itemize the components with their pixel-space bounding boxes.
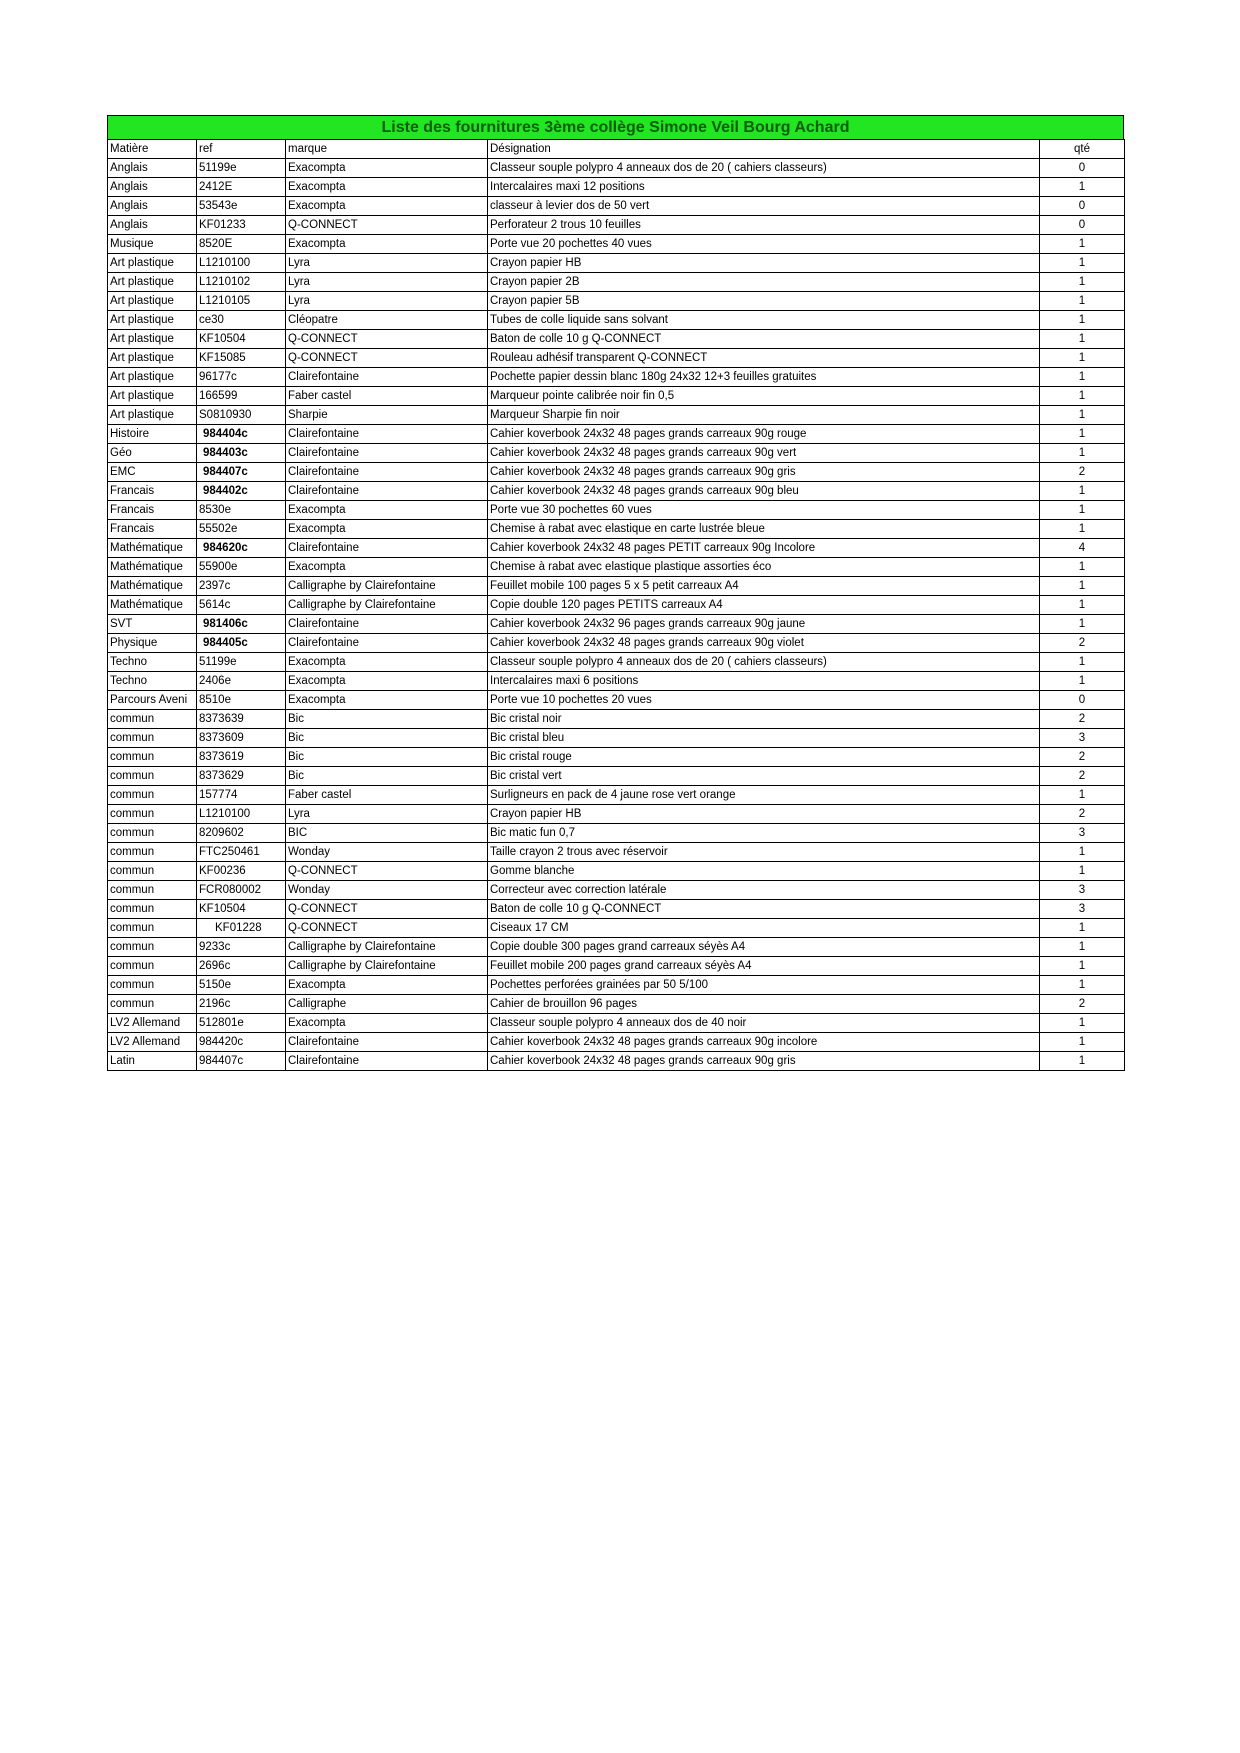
table-row [108, 178, 1125, 197]
table-row [108, 292, 1125, 311]
cell-matiere: Techno [108, 672, 197, 691]
cell-ref: 2397c [197, 577, 286, 596]
cell-matiere: commun [108, 862, 197, 881]
cell-matiere: commun [108, 748, 197, 767]
cell-marque: Q-CONNECT [286, 900, 488, 919]
cell-designation: Bic cristal noir [488, 710, 1040, 729]
table-row [108, 634, 1125, 653]
cell-matiere: Art plastique [108, 273, 197, 292]
cell-ref: 51199e [197, 159, 286, 178]
cell-marque: Clairefontaine [286, 539, 488, 558]
cell-matiere: Parcours Aveni [108, 691, 197, 710]
cell-marque: Bic [286, 748, 488, 767]
cell-designation: Cahier koverbook 24x32 48 pages grands carreaux 90g rouge [488, 425, 1040, 444]
cell-qte: 2 [1040, 463, 1125, 482]
cell-matiere: Mathématique [108, 558, 197, 577]
table-row [108, 558, 1125, 577]
table-row [108, 444, 1125, 463]
cell-matiere: Histoire [108, 425, 197, 444]
cell-designation: Marqueur Sharpie fin noir [488, 406, 1040, 425]
table-row [108, 1014, 1125, 1033]
cell-ref: 984407c [197, 463, 286, 482]
cell-marque: Clairefontaine [286, 425, 488, 444]
table-row [108, 976, 1125, 995]
cell-marque: Calligraphe [286, 995, 488, 1014]
cell-qte: 0 [1040, 216, 1125, 235]
cell-marque: Exacompta [286, 159, 488, 178]
cell-marque: Lyra [286, 273, 488, 292]
cell-qte: 1 [1040, 615, 1125, 634]
cell-designation: Pochette papier dessin blanc 180g 24x32 12+3 feuilles gratuites [488, 368, 1040, 387]
cell-ref: 984402c [197, 482, 286, 501]
supplies-table [107, 139, 1125, 1071]
cell-designation: Intercalaires maxi 12 positions [488, 178, 1040, 197]
cell-ref: 8373639 [197, 710, 286, 729]
table-row [108, 862, 1125, 881]
cell-designation: Bic matic fun 0,7 [488, 824, 1040, 843]
table-row [108, 159, 1125, 178]
cell-marque: Exacompta [286, 1014, 488, 1033]
cell-marque: Clairefontaine [286, 1052, 488, 1071]
cell-qte: 1 [1040, 919, 1125, 938]
cell-marque: Exacompta [286, 672, 488, 691]
cell-designation: Porte vue 20 pochettes 40 vues [488, 235, 1040, 254]
cell-marque: Clairefontaine [286, 1033, 488, 1052]
cell-ref: KF01228 [197, 919, 286, 938]
header-qte: qté [1040, 140, 1125, 159]
cell-designation: Chemise à rabat avec elastique plastique assorties éco [488, 558, 1040, 577]
cell-marque: Bic [286, 729, 488, 748]
cell-qte: 0 [1040, 159, 1125, 178]
cell-designation: Crayon papier 5B [488, 292, 1040, 311]
table-row [108, 843, 1125, 862]
cell-qte: 1 [1040, 653, 1125, 672]
cell-marque: Clairefontaine [286, 615, 488, 634]
cell-marque: Faber castel [286, 387, 488, 406]
cell-designation: Classeur souple polypro 4 anneaux dos de 20 ( cahiers classeurs) [488, 653, 1040, 672]
cell-qte: 1 [1040, 596, 1125, 615]
cell-ref: 8209602 [197, 824, 286, 843]
cell-matiere: Physique [108, 634, 197, 653]
cell-designation: Taille crayon 2 trous avec réservoir [488, 843, 1040, 862]
cell-ref: 984405c [197, 634, 286, 653]
cell-ref: 8510e [197, 691, 286, 710]
cell-ref: 2196c [197, 995, 286, 1014]
cell-designation: Cahier koverbook 24x32 48 pages grands carreaux 90g gris [488, 1052, 1040, 1071]
cell-qte: 1 [1040, 368, 1125, 387]
cell-qte: 1 [1040, 501, 1125, 520]
cell-marque: Exacompta [286, 501, 488, 520]
cell-matiere: commun [108, 729, 197, 748]
cell-matiere: commun [108, 805, 197, 824]
header-ref: ref [197, 140, 286, 159]
cell-qte: 4 [1040, 539, 1125, 558]
cell-matiere: Francais [108, 482, 197, 501]
table-row [108, 919, 1125, 938]
cell-ref: 166599 [197, 387, 286, 406]
cell-matiere: commun [108, 843, 197, 862]
cell-matiere: EMC [108, 463, 197, 482]
cell-designation: Surligneurs en pack de 4 jaune rose vert orange [488, 786, 1040, 805]
cell-matiere: Art plastique [108, 349, 197, 368]
cell-qte: 1 [1040, 938, 1125, 957]
cell-designation: Cahier koverbook 24x32 96 pages grands carreaux 90g jaune [488, 615, 1040, 634]
cell-ref: L1210100 [197, 805, 286, 824]
cell-qte: 2 [1040, 634, 1125, 653]
cell-matiere: commun [108, 995, 197, 1014]
cell-designation: classeur à levier dos de 50 vert [488, 197, 1040, 216]
table-row [108, 938, 1125, 957]
cell-designation: Classeur souple polypro 4 anneaux dos de 40 noir [488, 1014, 1040, 1033]
cell-qte: 3 [1040, 729, 1125, 748]
cell-matiere: commun [108, 976, 197, 995]
supplies-sheet [107, 115, 1124, 1071]
cell-marque: Bic [286, 767, 488, 786]
cell-ref: 984403c [197, 444, 286, 463]
cell-marque: Calligraphe by Clairefontaine [286, 957, 488, 976]
cell-designation: Cahier koverbook 24x32 48 pages PETIT carreaux 90g Incolore [488, 539, 1040, 558]
cell-marque: Calligraphe by Clairefontaine [286, 577, 488, 596]
table-row [108, 463, 1125, 482]
cell-qte: 1 [1040, 957, 1125, 976]
cell-ref: FTC250461 [197, 843, 286, 862]
cell-ref: KF01233 [197, 216, 286, 235]
cell-marque: Clairefontaine [286, 463, 488, 482]
cell-designation: Classeur souple polypro 4 anneaux dos de 20 ( cahiers classeurs) [488, 159, 1040, 178]
cell-designation: Cahier koverbook 24x32 48 pages grands carreaux 90g bleu [488, 482, 1040, 501]
table-row [108, 1052, 1125, 1071]
table-row [108, 729, 1125, 748]
cell-marque: Clairefontaine [286, 444, 488, 463]
table-row [108, 406, 1125, 425]
cell-ref: 5614c [197, 596, 286, 615]
cell-ref: 512801e [197, 1014, 286, 1033]
cell-designation: Cahier koverbook 24x32 48 pages grands carreaux 90g violet [488, 634, 1040, 653]
cell-designation: Marqueur pointe calibrée noir fin 0,5 [488, 387, 1040, 406]
cell-marque: Exacompta [286, 235, 488, 254]
cell-ref: 8373619 [197, 748, 286, 767]
cell-qte: 1 [1040, 672, 1125, 691]
table-row [108, 216, 1125, 235]
table-row [108, 900, 1125, 919]
cell-matiere: Art plastique [108, 254, 197, 273]
cell-matiere: Géo [108, 444, 197, 463]
header-marque: marque [286, 140, 488, 159]
cell-marque: Lyra [286, 805, 488, 824]
cell-matiere: SVT [108, 615, 197, 634]
cell-qte: 1 [1040, 1052, 1125, 1071]
table-row [108, 596, 1125, 615]
cell-qte: 1 [1040, 577, 1125, 596]
cell-designation: Copie double 120 pages PETITS carreaux A4 [488, 596, 1040, 615]
cell-matiere: commun [108, 938, 197, 957]
cell-marque: BIC [286, 824, 488, 843]
cell-ref: KF10504 [197, 900, 286, 919]
cell-ref: 2412E [197, 178, 286, 197]
cell-marque: Lyra [286, 292, 488, 311]
cell-ref: ce30 [197, 311, 286, 330]
cell-qte: 1 [1040, 843, 1125, 862]
cell-designation: Cahier koverbook 24x32 48 pages grands carreaux 90g vert [488, 444, 1040, 463]
table-row [108, 615, 1125, 634]
table-row [108, 653, 1125, 672]
table-row [108, 349, 1125, 368]
cell-marque: Exacompta [286, 520, 488, 539]
cell-marque: Exacompta [286, 178, 488, 197]
cell-matiere: Art plastique [108, 292, 197, 311]
cell-ref: L1210100 [197, 254, 286, 273]
cell-ref: KF10504 [197, 330, 286, 349]
cell-designation: Cahier koverbook 24x32 48 pages grands carreaux 90g gris [488, 463, 1040, 482]
table-row [108, 1033, 1125, 1052]
cell-qte: 0 [1040, 691, 1125, 710]
cell-qte: 2 [1040, 767, 1125, 786]
cell-designation: Perforateur 2 trous 10 feuilles [488, 216, 1040, 235]
cell-ref: 157774 [197, 786, 286, 805]
cell-ref: 2696c [197, 957, 286, 976]
table-row [108, 311, 1125, 330]
cell-marque: Exacompta [286, 976, 488, 995]
cell-qte: 1 [1040, 330, 1125, 349]
cell-ref: 9233c [197, 938, 286, 957]
cell-matiere: commun [108, 919, 197, 938]
cell-ref: 984420c [197, 1033, 286, 1052]
cell-ref: 8373609 [197, 729, 286, 748]
cell-qte: 1 [1040, 520, 1125, 539]
cell-designation: Feuillet mobile 100 pages 5 x 5 petit carreaux A4 [488, 577, 1040, 596]
cell-matiere: Francais [108, 501, 197, 520]
cell-matiere: Art plastique [108, 406, 197, 425]
cell-marque: Exacompta [286, 691, 488, 710]
header-matiere: Matière [108, 140, 197, 159]
cell-qte: 3 [1040, 824, 1125, 843]
cell-qte: 1 [1040, 406, 1125, 425]
cell-marque: Q-CONNECT [286, 862, 488, 881]
cell-marque: Cléopatre [286, 311, 488, 330]
cell-ref: 51199e [197, 653, 286, 672]
table-row [108, 957, 1125, 976]
cell-qte: 1 [1040, 273, 1125, 292]
cell-qte: 1 [1040, 235, 1125, 254]
cell-ref: 55502e [197, 520, 286, 539]
cell-ref: 984620c [197, 539, 286, 558]
cell-designation: Cahier de brouillon 96 pages [488, 995, 1040, 1014]
cell-ref: KF15085 [197, 349, 286, 368]
cell-ref: 2406e [197, 672, 286, 691]
cell-designation: Ciseaux 17 CM [488, 919, 1040, 938]
cell-qte: 2 [1040, 805, 1125, 824]
cell-qte: 1 [1040, 1014, 1125, 1033]
cell-qte: 3 [1040, 900, 1125, 919]
table-row [108, 805, 1125, 824]
cell-marque: Calligraphe by Clairefontaine [286, 596, 488, 615]
cell-marque: Exacompta [286, 558, 488, 577]
cell-matiere: Mathématique [108, 577, 197, 596]
table-row [108, 824, 1125, 843]
table-row [108, 520, 1125, 539]
cell-qte: 1 [1040, 425, 1125, 444]
table-row [108, 881, 1125, 900]
cell-matiere: Art plastique [108, 368, 197, 387]
cell-qte: 0 [1040, 197, 1125, 216]
cell-matiere: Techno [108, 653, 197, 672]
cell-designation: Crayon papier HB [488, 254, 1040, 273]
table-row [108, 672, 1125, 691]
cell-designation: Baton de colle 10 g Q-CONNECT [488, 330, 1040, 349]
cell-matiere: commun [108, 824, 197, 843]
table-row [108, 710, 1125, 729]
cell-qte: 2 [1040, 710, 1125, 729]
table-row [108, 767, 1125, 786]
table-row [108, 197, 1125, 216]
cell-qte: 1 [1040, 292, 1125, 311]
cell-marque: Q-CONNECT [286, 216, 488, 235]
cell-marque: Exacompta [286, 197, 488, 216]
cell-matiere: Art plastique [108, 330, 197, 349]
cell-ref: 984404c [197, 425, 286, 444]
cell-qte: 2 [1040, 995, 1125, 1014]
cell-designation: Pochettes perforées grainées par 50 5/100 [488, 976, 1040, 995]
table-row [108, 273, 1125, 292]
cell-matiere: LV2 Allemand [108, 1014, 197, 1033]
cell-marque: Exacompta [286, 653, 488, 672]
cell-designation: Intercalaires maxi 6 positions [488, 672, 1040, 691]
cell-designation: Bic cristal rouge [488, 748, 1040, 767]
table-row [108, 748, 1125, 767]
header-designation: Désignation [488, 140, 1040, 159]
cell-designation: Tubes de colle liquide sans solvant [488, 311, 1040, 330]
cell-marque: Calligraphe by Clairefontaine [286, 938, 488, 957]
cell-qte: 1 [1040, 482, 1125, 501]
table-row [108, 368, 1125, 387]
cell-matiere: Art plastique [108, 311, 197, 330]
cell-marque: Lyra [286, 254, 488, 273]
cell-matiere: commun [108, 900, 197, 919]
cell-ref: 53543e [197, 197, 286, 216]
table-row [108, 691, 1125, 710]
cell-designation: Correcteur avec correction latérale [488, 881, 1040, 900]
cell-ref: KF00236 [197, 862, 286, 881]
cell-designation: Rouleau adhésif transparent Q-CONNECT [488, 349, 1040, 368]
cell-marque: Clairefontaine [286, 368, 488, 387]
cell-designation: Bic cristal bleu [488, 729, 1040, 748]
cell-matiere: commun [108, 881, 197, 900]
table-row [108, 995, 1125, 1014]
table-body [108, 159, 1125, 1071]
cell-qte: 1 [1040, 387, 1125, 406]
table-row [108, 539, 1125, 558]
cell-marque: Wonday [286, 843, 488, 862]
table-row [108, 254, 1125, 273]
cell-ref: 8520E [197, 235, 286, 254]
cell-marque: Q-CONNECT [286, 349, 488, 368]
cell-qte: 1 [1040, 862, 1125, 881]
cell-marque: Q-CONNECT [286, 330, 488, 349]
cell-marque: Wonday [286, 881, 488, 900]
cell-marque: Clairefontaine [286, 634, 488, 653]
cell-qte: 1 [1040, 976, 1125, 995]
header-row [108, 140, 1125, 159]
cell-matiere: Latin [108, 1052, 197, 1071]
cell-designation: Bic cristal vert [488, 767, 1040, 786]
cell-matiere: commun [108, 786, 197, 805]
cell-ref: 8530e [197, 501, 286, 520]
table-row [108, 577, 1125, 596]
cell-ref: FCR080002 [197, 881, 286, 900]
table-row [108, 501, 1125, 520]
cell-matiere: Francais [108, 520, 197, 539]
cell-qte: 3 [1040, 881, 1125, 900]
cell-qte: 1 [1040, 558, 1125, 577]
cell-ref: 984407c [197, 1052, 286, 1071]
cell-qte: 1 [1040, 311, 1125, 330]
cell-ref: 55900e [197, 558, 286, 577]
table-row [108, 425, 1125, 444]
cell-ref: 5150e [197, 976, 286, 995]
cell-matiere: Art plastique [108, 387, 197, 406]
cell-qte: 1 [1040, 1033, 1125, 1052]
cell-designation: Copie double 300 pages grand carreaux séyès A4 [488, 938, 1040, 957]
table-row [108, 786, 1125, 805]
cell-designation: Feuillet mobile 200 pages grand carreaux séyès A4 [488, 957, 1040, 976]
cell-qte: 1 [1040, 254, 1125, 273]
cell-marque: Clairefontaine [286, 482, 488, 501]
cell-marque: Sharpie [286, 406, 488, 425]
cell-ref: 981406c [197, 615, 286, 634]
table-row [108, 235, 1125, 254]
table-row [108, 387, 1125, 406]
cell-designation: Baton de colle 10 g Q-CONNECT [488, 900, 1040, 919]
cell-ref: L1210105 [197, 292, 286, 311]
cell-qte: 2 [1040, 748, 1125, 767]
cell-matiere: Anglais [108, 216, 197, 235]
cell-matiere: Anglais [108, 197, 197, 216]
cell-matiere: Anglais [108, 159, 197, 178]
table-row [108, 482, 1125, 501]
cell-designation: Porte vue 10 pochettes 20 vues [488, 691, 1040, 710]
cell-matiere: Musique [108, 235, 197, 254]
cell-matiere: LV2 Allemand [108, 1033, 197, 1052]
table-row [108, 330, 1125, 349]
cell-designation: Gomme blanche [488, 862, 1040, 881]
sheet-title: Liste des fournitures 3ème collège Simone Veil Bourg Achard [107, 115, 1124, 139]
cell-ref: S0810930 [197, 406, 286, 425]
cell-designation: Chemise à rabat avec elastique en carte lustrée bleue [488, 520, 1040, 539]
cell-designation: Cahier koverbook 24x32 48 pages grands carreaux 90g incolore [488, 1033, 1040, 1052]
cell-designation: Crayon papier HB [488, 805, 1040, 824]
cell-matiere: commun [108, 957, 197, 976]
cell-marque: Faber castel [286, 786, 488, 805]
cell-qte: 1 [1040, 178, 1125, 197]
cell-designation: Porte vue 30 pochettes 60 vues [488, 501, 1040, 520]
cell-matiere: Anglais [108, 178, 197, 197]
cell-marque: Bic [286, 710, 488, 729]
cell-qte: 1 [1040, 444, 1125, 463]
cell-matiere: commun [108, 710, 197, 729]
cell-matiere: Mathématique [108, 539, 197, 558]
cell-qte: 1 [1040, 786, 1125, 805]
cell-matiere: commun [108, 767, 197, 786]
cell-designation: Crayon papier 2B [488, 273, 1040, 292]
cell-ref: 8373629 [197, 767, 286, 786]
cell-marque: Q-CONNECT [286, 919, 488, 938]
cell-matiere: Mathématique [108, 596, 197, 615]
cell-ref: L1210102 [197, 273, 286, 292]
cell-qte: 1 [1040, 349, 1125, 368]
cell-ref: 96177c [197, 368, 286, 387]
